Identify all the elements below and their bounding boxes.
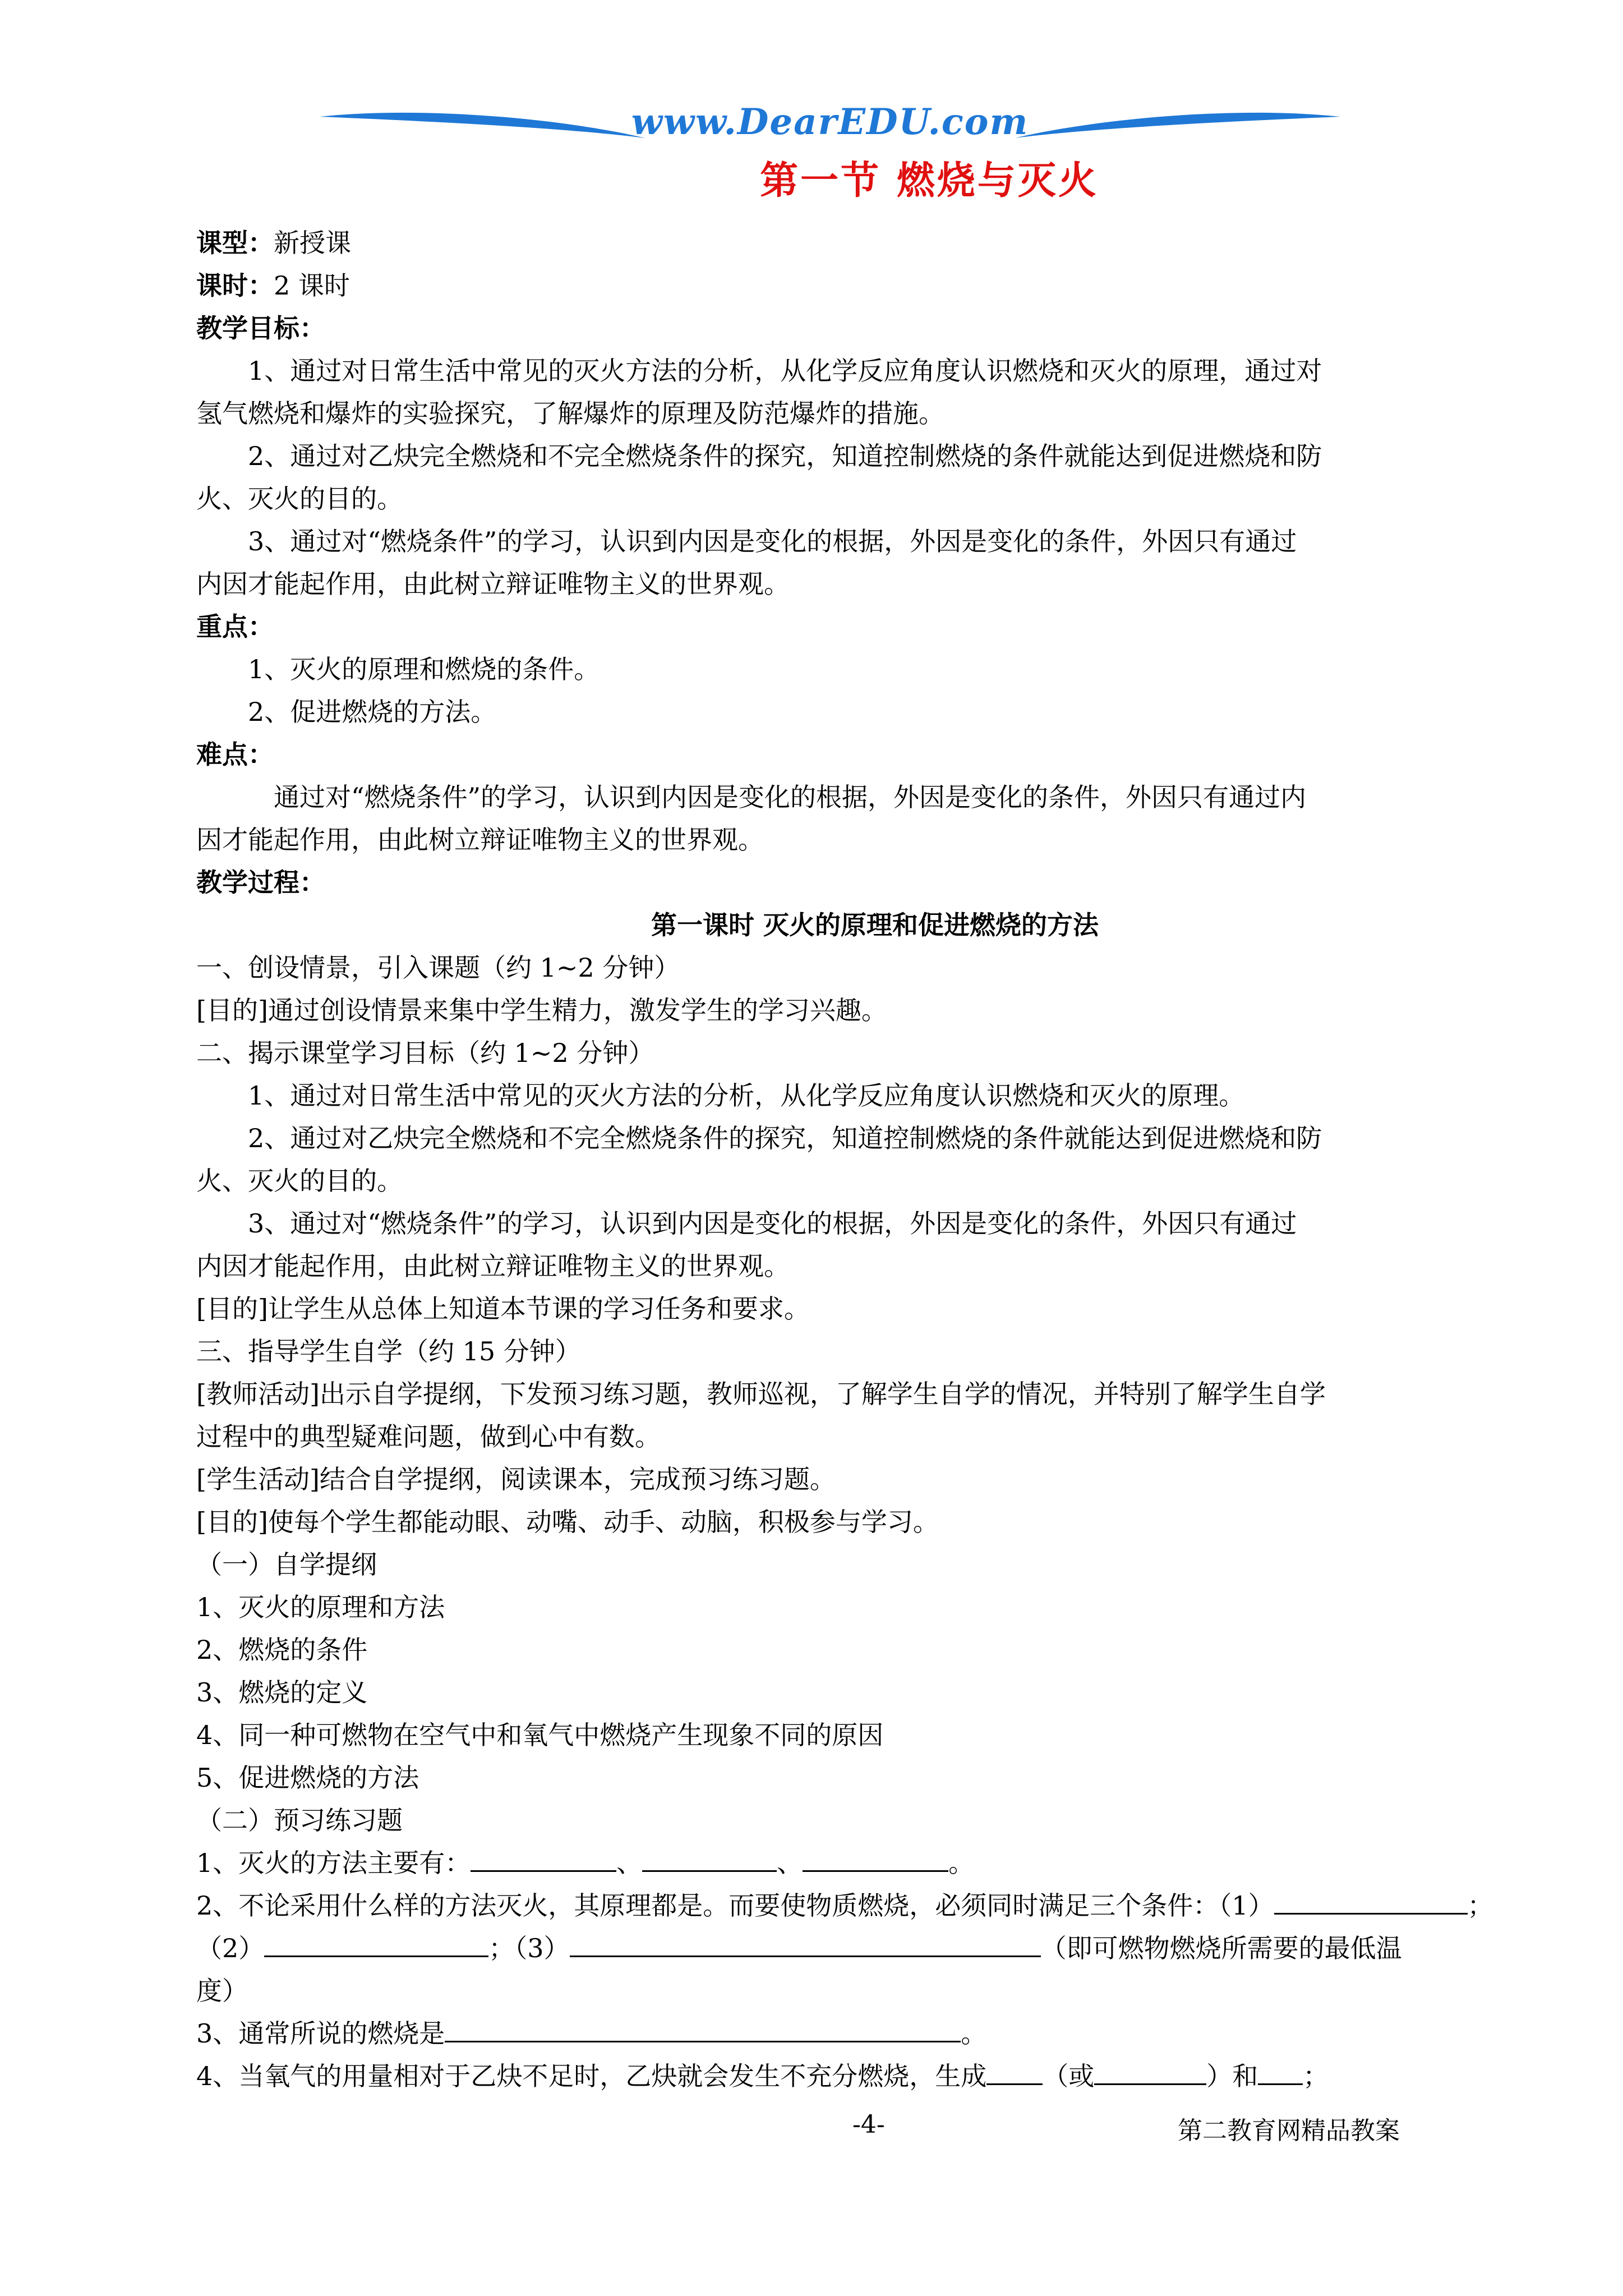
exercise-q2-line3: 度）: [196, 1976, 248, 2006]
exercise-text: 4、当氧气的用量相对于乙炔不足时，乙炔就会发生不充分燃烧，生成: [196, 2061, 987, 2091]
difficulty-line: 因才能起作用，由此树立辩证唯物主义的世界观。: [196, 825, 764, 855]
exercise-q3: [196, 2012, 1531, 2055]
process-line: 4、同一种可燃物在空气中和氧气中燃烧产生现象不同的原因: [196, 1720, 884, 1750]
process-line: 3、燃烧的定义: [196, 1677, 368, 1708]
process-line: [教师活动]出示自学提纲，下发预习练习题，教师巡视，了解学生自学的情况，并特别了解学生自学: [196, 1379, 1326, 1409]
exercise-text: ）和: [1206, 2061, 1258, 2091]
process-heading: 教学过程：: [196, 867, 325, 898]
process-line: 过程中的典型疑难问题，做到心中有数。: [196, 1421, 661, 1452]
exercise-text: 。: [948, 1848, 975, 1878]
process-line: 1、通过对日常生活中常见的灭火方法的分析，从化学反应角度认识燃烧和灭火的原理。: [248, 1080, 1245, 1111]
answer-blank[interactable]: [1094, 2055, 1206, 2085]
footer-source: 第二教育网精品教案: [1178, 2116, 1400, 2145]
answer-blank[interactable]: [445, 2013, 961, 2042]
exercise-text: 。: [961, 2018, 987, 2049]
process-line: [目的]通过创设情景来集中学生精力，激发学生的学习兴趣。: [196, 995, 887, 1025]
document-body: [196, 222, 1531, 2097]
logo-text: www.DearEDU.com: [631, 101, 1029, 143]
answer-blank[interactable]: [264, 1927, 488, 1957]
exercise-text: ；: [1303, 2061, 1329, 2091]
exercise-text: 、: [777, 1848, 803, 1878]
process-line: [目的]让学生从总体上知道本节课的学习任务和要求。: [196, 1294, 810, 1324]
process-line: 二、揭示课堂学习目标（约 1~2 分钟）: [196, 1038, 654, 1068]
exercise-text: 2、不论采用什么样的方法灭火，其原理都是。而要使物质燃烧，必须同时满足三个条件：（1）: [196, 1890, 1274, 1921]
process-line: 2、通过对乙炔完全燃烧和不完全燃烧条件的探究，知道控制燃烧的条件就能达到促进燃烧和防: [248, 1123, 1322, 1153]
page-title: 第一节 燃烧与灭火: [760, 159, 1099, 203]
process-line: [目的]使每个学生都能动眼、动嘴、动手、动脑，积极参与学习。: [196, 1507, 939, 1537]
key-point-line: 1、灭火的原理和燃烧的条件。: [248, 654, 600, 684]
exercise-text: （2）: [196, 1933, 265, 1963]
objective-line: 2、通过对乙炔完全燃烧和不完全燃烧条件的探究，知道控制燃烧的条件就能达到促进燃烧和防: [248, 441, 1322, 471]
process-line: 1、灭火的原理和方法: [196, 1592, 445, 1622]
process-line: （二）预习练习题: [196, 1805, 403, 1835]
exercise-text: （3）: [514, 1933, 570, 1963]
meta-hours: [196, 264, 1531, 307]
objective-line: 1、通过对日常生活中常见的灭火方法的分析，从化学反应角度认识燃烧和灭火的原理，通过对: [248, 356, 1322, 386]
exercise-text: ；: [1467, 1890, 1493, 1921]
exercise-q2-line1: [196, 1884, 1531, 1927]
lesson-title: 第一课时 灭火的原理和促进燃烧的方法: [651, 910, 1099, 940]
answer-blank[interactable]: [570, 1927, 1041, 1957]
process-line: （一）自学提纲: [196, 1549, 377, 1580]
difficulty-line: 通过对“燃烧条件”的学习，认识到内因是变化的根据，外因是变化的条件，外因只有通过内: [274, 782, 1307, 812]
exercise-text: 3、通常所说的燃烧是: [196, 2018, 445, 2049]
process-line: 3、通过对“燃烧条件”的学习，认识到内因是变化的根据，外因是变化的条件，外因只有通过: [248, 1208, 1297, 1239]
objective-line: 火、灭火的目的。: [196, 484, 403, 514]
answer-blank[interactable]: [1258, 2055, 1303, 2085]
process-line: 5、促进燃烧的方法: [196, 1763, 419, 1793]
meta-value: 2 课时: [274, 270, 350, 301]
answer-blank[interactable]: [642, 1842, 777, 1872]
process-line: 三、指导学生自学（约 15 分钟）: [196, 1336, 581, 1366]
key-point-line: 2、促进燃烧的方法。: [248, 697, 497, 727]
objective-line: 3、通过对“燃烧条件”的学习，认识到内因是变化的根据，外因是变化的条件，外因只有通过: [248, 526, 1297, 556]
objective-line: 内因才能起作用，由此树立辩证唯物主义的世界观。: [196, 569, 790, 599]
process-line: 火、灭火的目的。: [196, 1166, 403, 1196]
process-line: [学生活动]结合自学提纲，阅读课本，完成预习练习题。: [196, 1464, 836, 1494]
exercise-q4: [196, 2055, 1531, 2097]
objectives-heading: 教学目标：: [196, 313, 325, 343]
meta-type: [196, 222, 1531, 264]
meta-label: 课型：: [196, 228, 274, 258]
exercise-text: 1、灭火的方法主要有：: [196, 1848, 471, 1878]
process-line: 2、燃烧的条件: [196, 1635, 368, 1665]
exercise-text: （即可燃物燃烧所需要的最低温: [1040, 1933, 1402, 1963]
page-number: -4-: [852, 2110, 885, 2139]
exercise-q2-line2: [196, 1927, 1531, 1970]
process-line: 一、创设情景，引入课题（约 1~2 分钟）: [196, 953, 680, 983]
objective-line: 氢气燃烧和爆炸的实验探究，了解爆炸的原理及防范爆炸的措施。: [196, 398, 944, 429]
difficulties-heading: 难点：: [196, 739, 274, 770]
process-line: 内因才能起作用，由此树立辩证唯物主义的世界观。: [196, 1251, 790, 1281]
exercise-text: （或: [1043, 2061, 1095, 2091]
exercise-text: 、: [616, 1848, 643, 1878]
answer-blank[interactable]: [986, 2055, 1043, 2085]
answer-blank[interactable]: [803, 1842, 948, 1872]
answer-blank[interactable]: [471, 1842, 616, 1872]
answer-blank[interactable]: [1274, 1885, 1468, 1915]
meta-label: 课时：: [196, 270, 274, 301]
meta-value: 新授课: [274, 228, 351, 258]
exercise-text: ；: [488, 1933, 515, 1963]
key-points-heading: 重点：: [196, 611, 274, 642]
exercise-q1: [196, 1842, 1531, 1884]
